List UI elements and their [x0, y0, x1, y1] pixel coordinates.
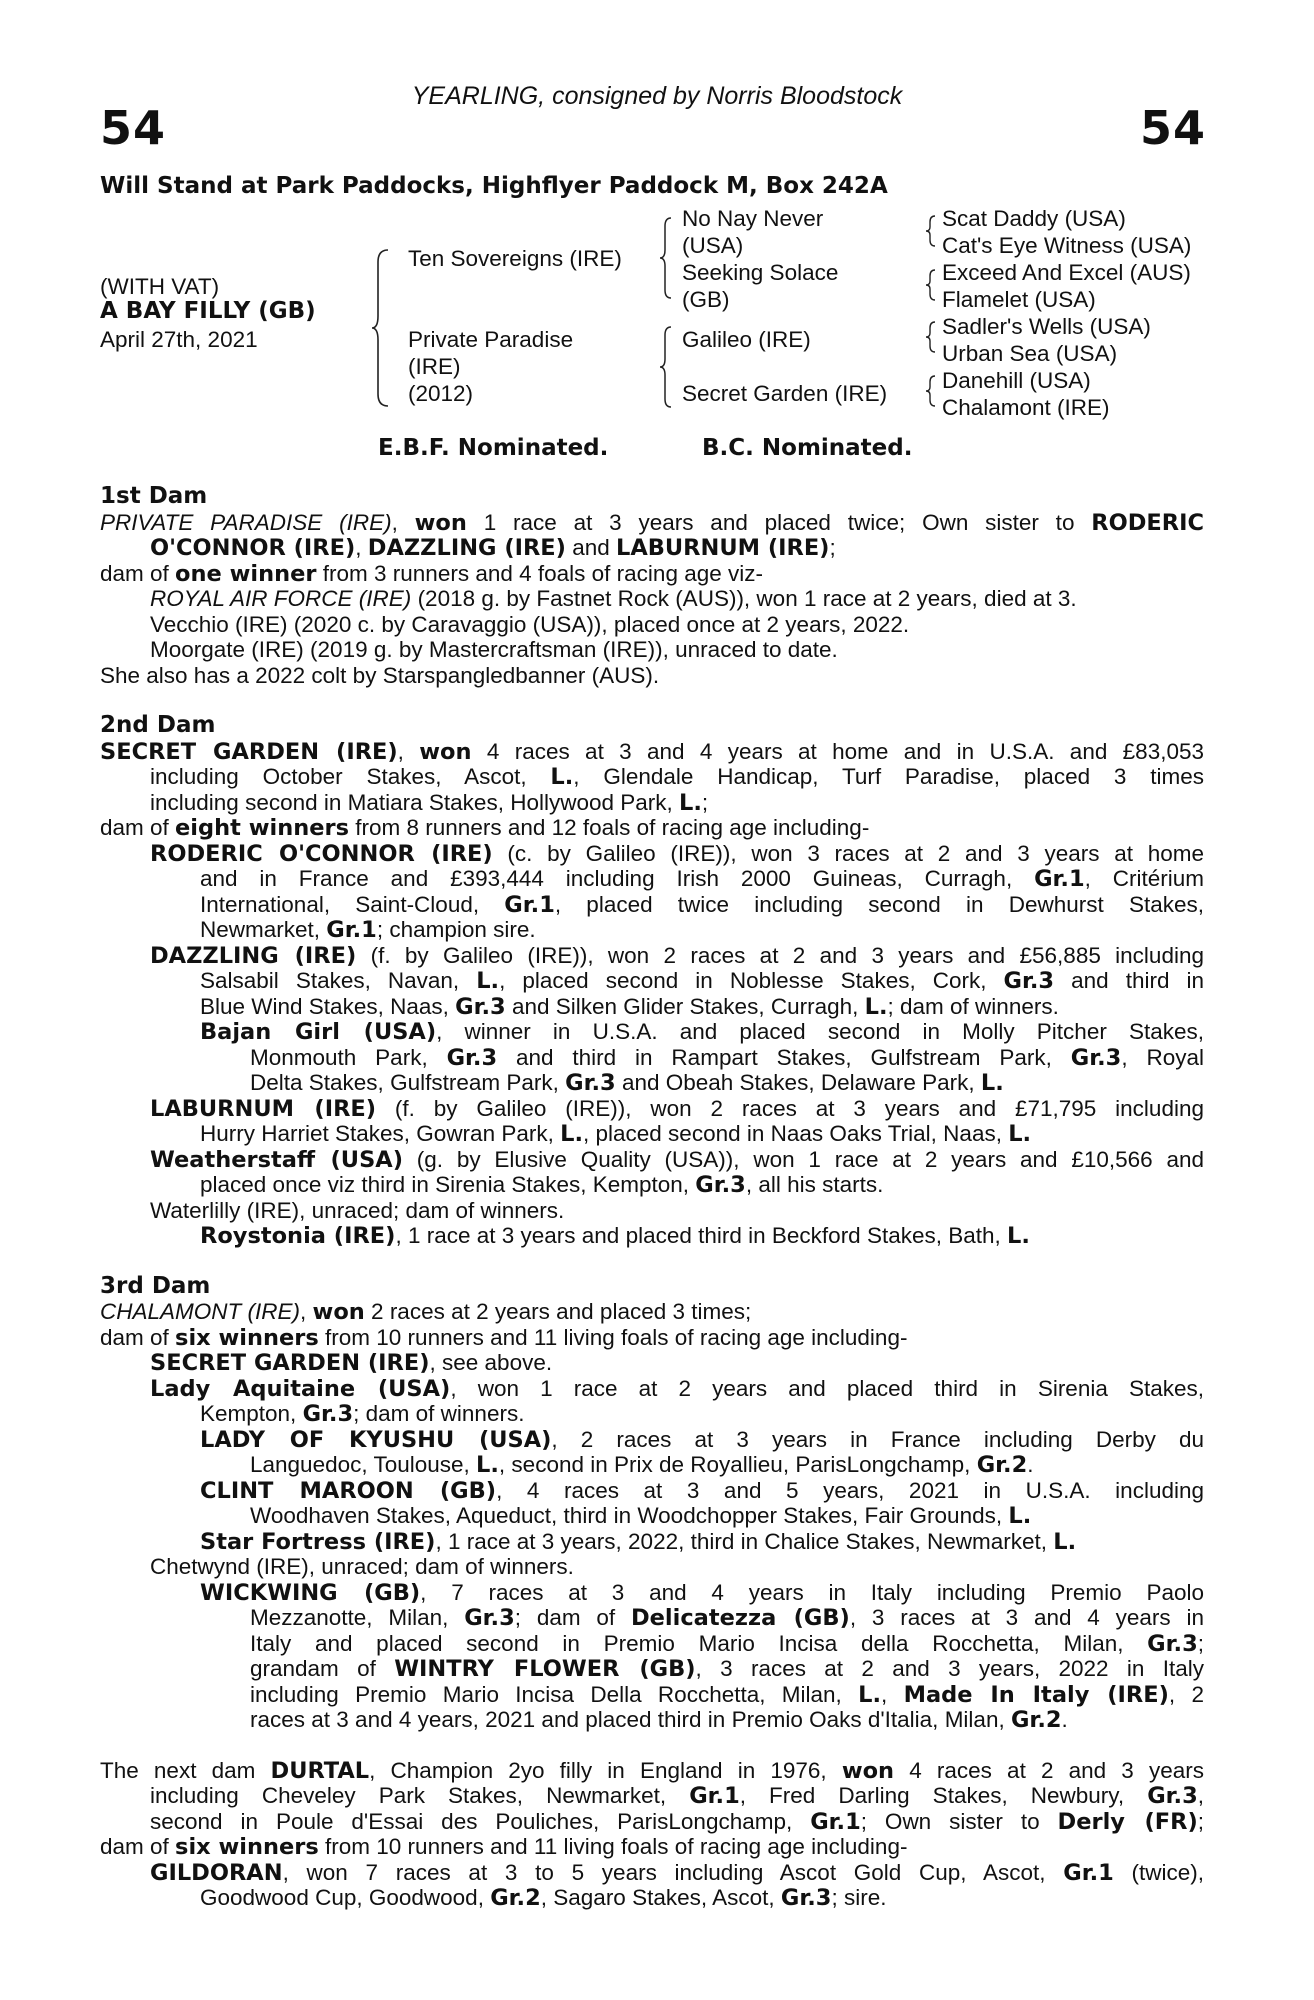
second-dam-progeny: Monmouth Park, Gr.3 and third in Rampart Stakes, Gulfstream Park, Gr.3, Royal	[250, 1044, 1204, 1071]
grandparent-4: Flamelet (USA)	[942, 287, 1096, 312]
first-dam-line: dam of one winner from 3 runners and 4 foals of racing age viz-	[100, 560, 763, 587]
sire-sire-line2: (USA)	[682, 233, 744, 258]
next-dam-line: second in Poule d'Essai des Pouliches, ParisLongchamp, Gr.1; Own sister to Derly (FR);	[150, 1808, 1204, 1835]
second-dam-progeny: Waterlilly (IRE), unraced; dam of winners.	[150, 1197, 565, 1223]
second-dam-progeny: placed once viz third in Sirenia Stakes, Kempton, Gr.3, all his starts.	[200, 1172, 884, 1198]
second-dam-progeny: Bajan Girl (USA), winner in U.S.A. and placed second in Molly Pitcher Stakes,	[200, 1019, 1204, 1045]
sire-brace	[658, 216, 674, 300]
dam-sire: Galileo (IRE)	[682, 327, 811, 352]
horse-name: A BAY FILLY (GB)	[100, 298, 316, 324]
grandparent-1: Scat Daddy (USA)	[942, 206, 1126, 231]
grandparent-6: Urban Sea (USA)	[942, 341, 1118, 366]
grand-brace-4	[924, 374, 938, 408]
second-dam-line: SECRET GARDEN (IRE), won 4 races at 3 and 4 years at home and in U.S.A. and £83,053	[100, 738, 1205, 765]
ebf-nomination: E.B.F. Nominated.	[378, 435, 609, 461]
lot-number-right: 54	[1139, 101, 1206, 155]
next-dam-line: dam of six winners from 10 runners and 11 living foals of racing age including-	[100, 1834, 908, 1860]
third-dam-progeny: Languedoc, Toulouse, L., second in Prix de Royallieu, ParisLongchamp, Gr.2.	[250, 1452, 1034, 1478]
first-dam-line: She also has a 2022 colt by Starspangledbanner (AUS).	[100, 662, 660, 688]
third-dam-progeny: Chetwynd (IRE), unraced; dam of winners.	[150, 1554, 574, 1579]
third-dam-progeny: including Premio Mario Incisa Della Rocchetta, Milan, L., Made In Italy (IRE), 2	[250, 1681, 1204, 1708]
third-dam-line: dam of six winners from 10 runners and 11 living foals of racing age including-	[100, 1324, 908, 1351]
lot-number-left: 54	[100, 101, 167, 155]
second-dam-progeny: Hurry Harriet Stakes, Gowran Park, L., placed second in Naas Oaks Trial, Naas, L.	[200, 1121, 1032, 1147]
dam-name-line2: (IRE)	[408, 354, 461, 379]
first-dam-progeny: Moorgate (IRE) (2019 g. by Mastercraftsman (IRE)), unraced to date.	[150, 637, 838, 662]
sire-sire-line1: No Nay Never	[682, 206, 824, 231]
first-dam-progeny: ROYAL AIR FORCE (IRE) (2018 g. by Fastnet Rock (AUS)), won 1 race at 2 years, died at 3.	[150, 586, 1077, 611]
grand-brace-2	[924, 268, 938, 302]
dam-name-line1: Private Paradise	[408, 327, 574, 352]
grandparent-7: Danehill (USA)	[942, 368, 1091, 393]
third-dam-progeny: races at 3 and 4 years, 2021 and placed third in Premio Oaks d'Italia, Milan, Gr.2.	[250, 1707, 1068, 1733]
third-dam-heading: 3rd Dam	[100, 1272, 211, 1299]
second-dam-progeny: Blue Wind Stakes, Naas, Gr.3 and Silken Glider Stakes, Curragh, L.; dam of winners.	[200, 993, 1059, 1020]
second-dam-progeny: Newmarket, Gr.1; champion sire.	[200, 917, 536, 943]
second-dam-progeny: DAZZLING (IRE) (f. by Galileo (IRE)), won 2 races at 2 and 3 years and £56,885 including	[150, 942, 1204, 969]
bc-nomination: B.C. Nominated.	[702, 435, 913, 461]
second-dam-line: dam of eight winners from 8 runners and 12 foals of racing age including-	[100, 815, 870, 841]
catalogue-body	[100, 484, 1204, 1911]
consignor-line: YEARLING, consigned by Norris Bloodstock	[411, 82, 903, 110]
third-dam-progeny: grandam of WINTRY FLOWER (GB), 3 races at 2 and 3 years, 2022 in Italy	[250, 1656, 1204, 1682]
dam-dam: Secret Garden (IRE)	[682, 381, 888, 406]
third-dam-progeny: Mezzanotte, Milan, Gr.3; dam of Delicatezza (GB), 3 races at 3 and 4 years in	[250, 1605, 1204, 1631]
first-dam-progeny: Vecchio (IRE) (2020 c. by Caravaggio (USA)), placed once at 2 years, 2022.	[150, 611, 910, 637]
sire-dam-line2: (GB)	[682, 287, 730, 312]
third-dam-progeny: WICKWING (GB), 7 races at 3 and 4 years in Italy including Premio Paolo	[200, 1579, 1204, 1606]
sire-name: Ten Sovereigns (IRE)	[408, 246, 622, 271]
next-dam-progeny: GILDORAN, won 7 races at 3 to 5 years including Ascot Gold Cup, Ascot, Gr.1 (twice),	[150, 1859, 1204, 1886]
second-dam-progeny: LABURNUM (IRE) (f. by Galileo (IRE)), won 2 races at 3 years and £71,795 including	[150, 1095, 1204, 1122]
second-dam-progeny: Weatherstaff (USA) (g. by Elusive Quality (USA)), won 1 race at 2 years and £10,566 and	[150, 1146, 1204, 1173]
second-dam-line: including October Stakes, Ascot, L., Glendale Handicap, Turf Paradise, placed 3 times	[150, 764, 1204, 790]
second-dam-line: including second in Matiara Stakes, Hollywood Park, L.;	[150, 789, 709, 816]
second-dam-progeny: Delta Stakes, Gulfstream Park, Gr.3 and Obeah Stakes, Delaware Park, L.	[250, 1070, 1004, 1096]
grandparent-3: Exceed And Excel (AUS)	[942, 260, 1191, 285]
third-dam-progeny: CLINT MAROON (GB), 4 races at 3 and 5 years, 2021 in U.S.A. including	[200, 1477, 1204, 1504]
stabling-location: Will Stand at Park Paddocks, Highflyer Paddock M, Box 242A	[100, 173, 888, 199]
third-dam-progeny: SECRET GARDEN (IRE), see above.	[150, 1350, 553, 1376]
grand-brace-3	[924, 320, 938, 354]
sire-dam-line1: Seeking Solace	[682, 260, 839, 285]
first-dam-line: O'CONNOR (IRE), DAZZLING (IRE) and LABURNUM (IRE);	[150, 535, 836, 561]
grandparent-5: Sadler's Wells (USA)	[942, 314, 1151, 339]
next-dam-line: The next dam DURTAL, Champion 2yo filly in England in 1976, won 4 races at 2 and 3 years	[100, 1757, 1204, 1784]
third-dam-progeny: Lady Aquitaine (USA), won 1 race at 2 years and placed third in Sirenia Stakes,	[150, 1375, 1205, 1402]
first-dam-line: PRIVATE PARADISE (IRE), won 1 race at 3 years and placed twice; Own sister to RODERIC	[100, 509, 1204, 536]
dam-brace	[658, 325, 674, 409]
second-dam-heading: 2nd Dam	[100, 712, 216, 738]
pedigree-main-brace	[370, 248, 392, 408]
second-dam-progeny: Salsabil Stakes, Navan, L., placed second in Noblesse Stakes, Cork, Gr.3 and third in	[200, 968, 1205, 994]
vat-label: (WITH VAT)	[100, 274, 220, 299]
foaling-date: April 27th, 2021	[100, 327, 258, 352]
grandparent-2: Cat's Eye Witness (USA)	[942, 233, 1192, 258]
second-dam-progeny: RODERIC O'CONNOR (IRE) (c. by Galileo (IRE)), won 3 races at 2 and 3 years at home	[150, 840, 1204, 867]
third-dam-progeny: Italy and placed second in Premio Mario Incisa della Rocchetta, Milan, Gr.3;	[250, 1630, 1204, 1657]
next-dam-line: including Cheveley Park Stakes, Newmarket, Gr.1, Fred Darling Stakes, Newbury, Gr.3,	[150, 1783, 1205, 1809]
third-dam-progeny: Kempton, Gr.3; dam of winners.	[200, 1401, 525, 1427]
third-dam-line: CHALAMONT (IRE), won 2 races at 2 years and placed 3 times;	[100, 1299, 752, 1325]
second-dam-progeny: Roystonia (IRE), 1 race at 3 years and placed third in Beckford Stakes, Bath, L.	[200, 1223, 1030, 1249]
grandparent-8: Chalamont (IRE)	[942, 395, 1110, 420]
third-dam-progeny: Woodhaven Stakes, Aqueduct, third in Woodchopper Stakes, Fair Grounds, L.	[250, 1503, 1032, 1529]
dam-year: (2012)	[408, 381, 474, 406]
second-dam-progeny: and in France and £393,444 including Irish 2000 Guineas, Curragh, Gr.1, Critérium	[200, 866, 1204, 892]
grand-brace-1	[924, 214, 938, 248]
next-dam-progeny: Goodwood Cup, Goodwood, Gr.2, Sagaro Stakes, Ascot, Gr.3; sire.	[200, 1885, 887, 1911]
second-dam-progeny: International, Saint-Cloud, Gr.1, placed twice including second in Dewhurst Stakes,	[200, 891, 1204, 918]
first-dam-heading: 1st Dam	[100, 483, 208, 509]
third-dam-progeny: Star Fortress (IRE), 1 race at 3 years, 2022, third in Chalice Stakes, Newmarket, L.	[200, 1528, 1077, 1555]
third-dam-progeny: LADY OF KYUSHU (USA), 2 races at 3 years in France including Derby du	[200, 1426, 1204, 1453]
